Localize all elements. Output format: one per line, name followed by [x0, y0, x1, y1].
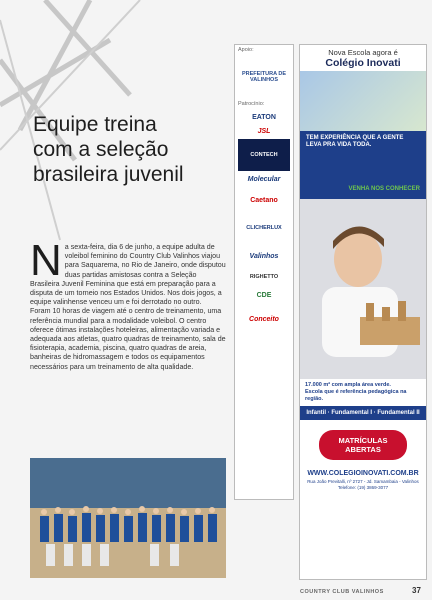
logo-valinhos: Valinhos [249, 252, 279, 260]
footer-label: COUNTRY CLUB VALINHOS [300, 589, 384, 595]
ad-band-green-text: VENHA NOS CONHECER [348, 185, 420, 192]
ad-info-2: Escola que é referência pedagógica na região. [305, 389, 407, 402]
ad-boy-photo [300, 199, 426, 379]
page-number: 37 [412, 586, 421, 595]
article-body [30, 236, 226, 372]
ad-phone: Telefone: (19) 3869-3077 [337, 485, 389, 490]
article-headline [33, 112, 233, 187]
logo-righetto: RIGHETTO [249, 274, 279, 280]
ad-info-1: 17.000 m² com ampla área verde. [305, 382, 391, 388]
ad-url: WWW.COLEGIOINOVATI.COM.BR [307, 470, 419, 477]
logo-jsl: JSL [257, 127, 271, 135]
patrocinio-title: Patrocínio: [238, 101, 265, 107]
logo-cde: CDE [256, 291, 272, 299]
cta-line-1: MATRÍCULAS [338, 436, 388, 445]
ad-info [300, 379, 426, 406]
ad-line-2: Colégio Inovati [325, 57, 401, 69]
logo-caetano: Caetano [250, 196, 278, 204]
ad-header [300, 45, 426, 71]
ad-blue-band [300, 131, 426, 199]
headline-line-1: Equipe treina [33, 113, 157, 136]
ad-levels: Infantil · Fundamental I · Fundamental II [300, 406, 426, 420]
logo-eaton: EATON [252, 113, 276, 121]
colegio-inovati-ad [299, 44, 427, 580]
cta-line-2: ABERTAS [345, 445, 381, 454]
ad-band-text: TEM EXPERIÊNCIA QUE A GENTE LEVA PRA VIDA TODA. [306, 135, 404, 149]
headline-line-2: com a seleção [33, 138, 169, 161]
logo-molecular: Molecular [247, 175, 281, 183]
matriculas-abertas-badge [319, 430, 407, 460]
ad-kids-photo [300, 71, 426, 131]
logo-contech: CONTECH [238, 139, 290, 171]
article-paragraph-1: a sexta-feira, dia 6 de junho, a equipe adulta de voleibol feminino do Country Club Valinhos viajou para Saquarema, no Rio de Janeiro, onde disputou duas partidas amistosas contra a Seleção Brasileira Juvenil Feminina que está em preparação para a disputa de um torneio nos Estados Unidos. Nos dois jogos, a equipe valinhense venceu um e foi derrotado no outro. [30, 243, 226, 307]
logo-conceito: Conceito [249, 315, 279, 323]
sponsors-column [234, 44, 294, 500]
logo-clicherlux: CLICHERLUX [246, 225, 282, 231]
headline-line-3: brasileira juvenil [33, 163, 184, 186]
logo-prefeitura-valinhos: PREFEITURA DE VALINHOS [241, 71, 287, 83]
dropcap: N [30, 236, 62, 285]
article-paragraph-2: Foram 10 horas de viagem até o centro de treinamento, uma referência mundial para a modalidade voleibol. O centro oferece ótimas instalações hoteleiras, alimentação variada e adequada aos atletas, quatro quadras de treinamento, sala de fisioterapia, academia, piscina, quatro quadras de areia, banheiras de hidromassagem e todos os equipamentos necessários para um treinamento de alta qualidade. [30, 307, 226, 371]
ad-address-line: Rua João Previtalli, nº 2727 - Jd. Samambaia - Valinhos [307, 479, 419, 484]
apoio-title: Apoio: [238, 47, 254, 53]
team-photo [30, 458, 226, 578]
ad-line-1: Nova Escola agora é [328, 48, 398, 57]
ad-address [300, 477, 426, 493]
